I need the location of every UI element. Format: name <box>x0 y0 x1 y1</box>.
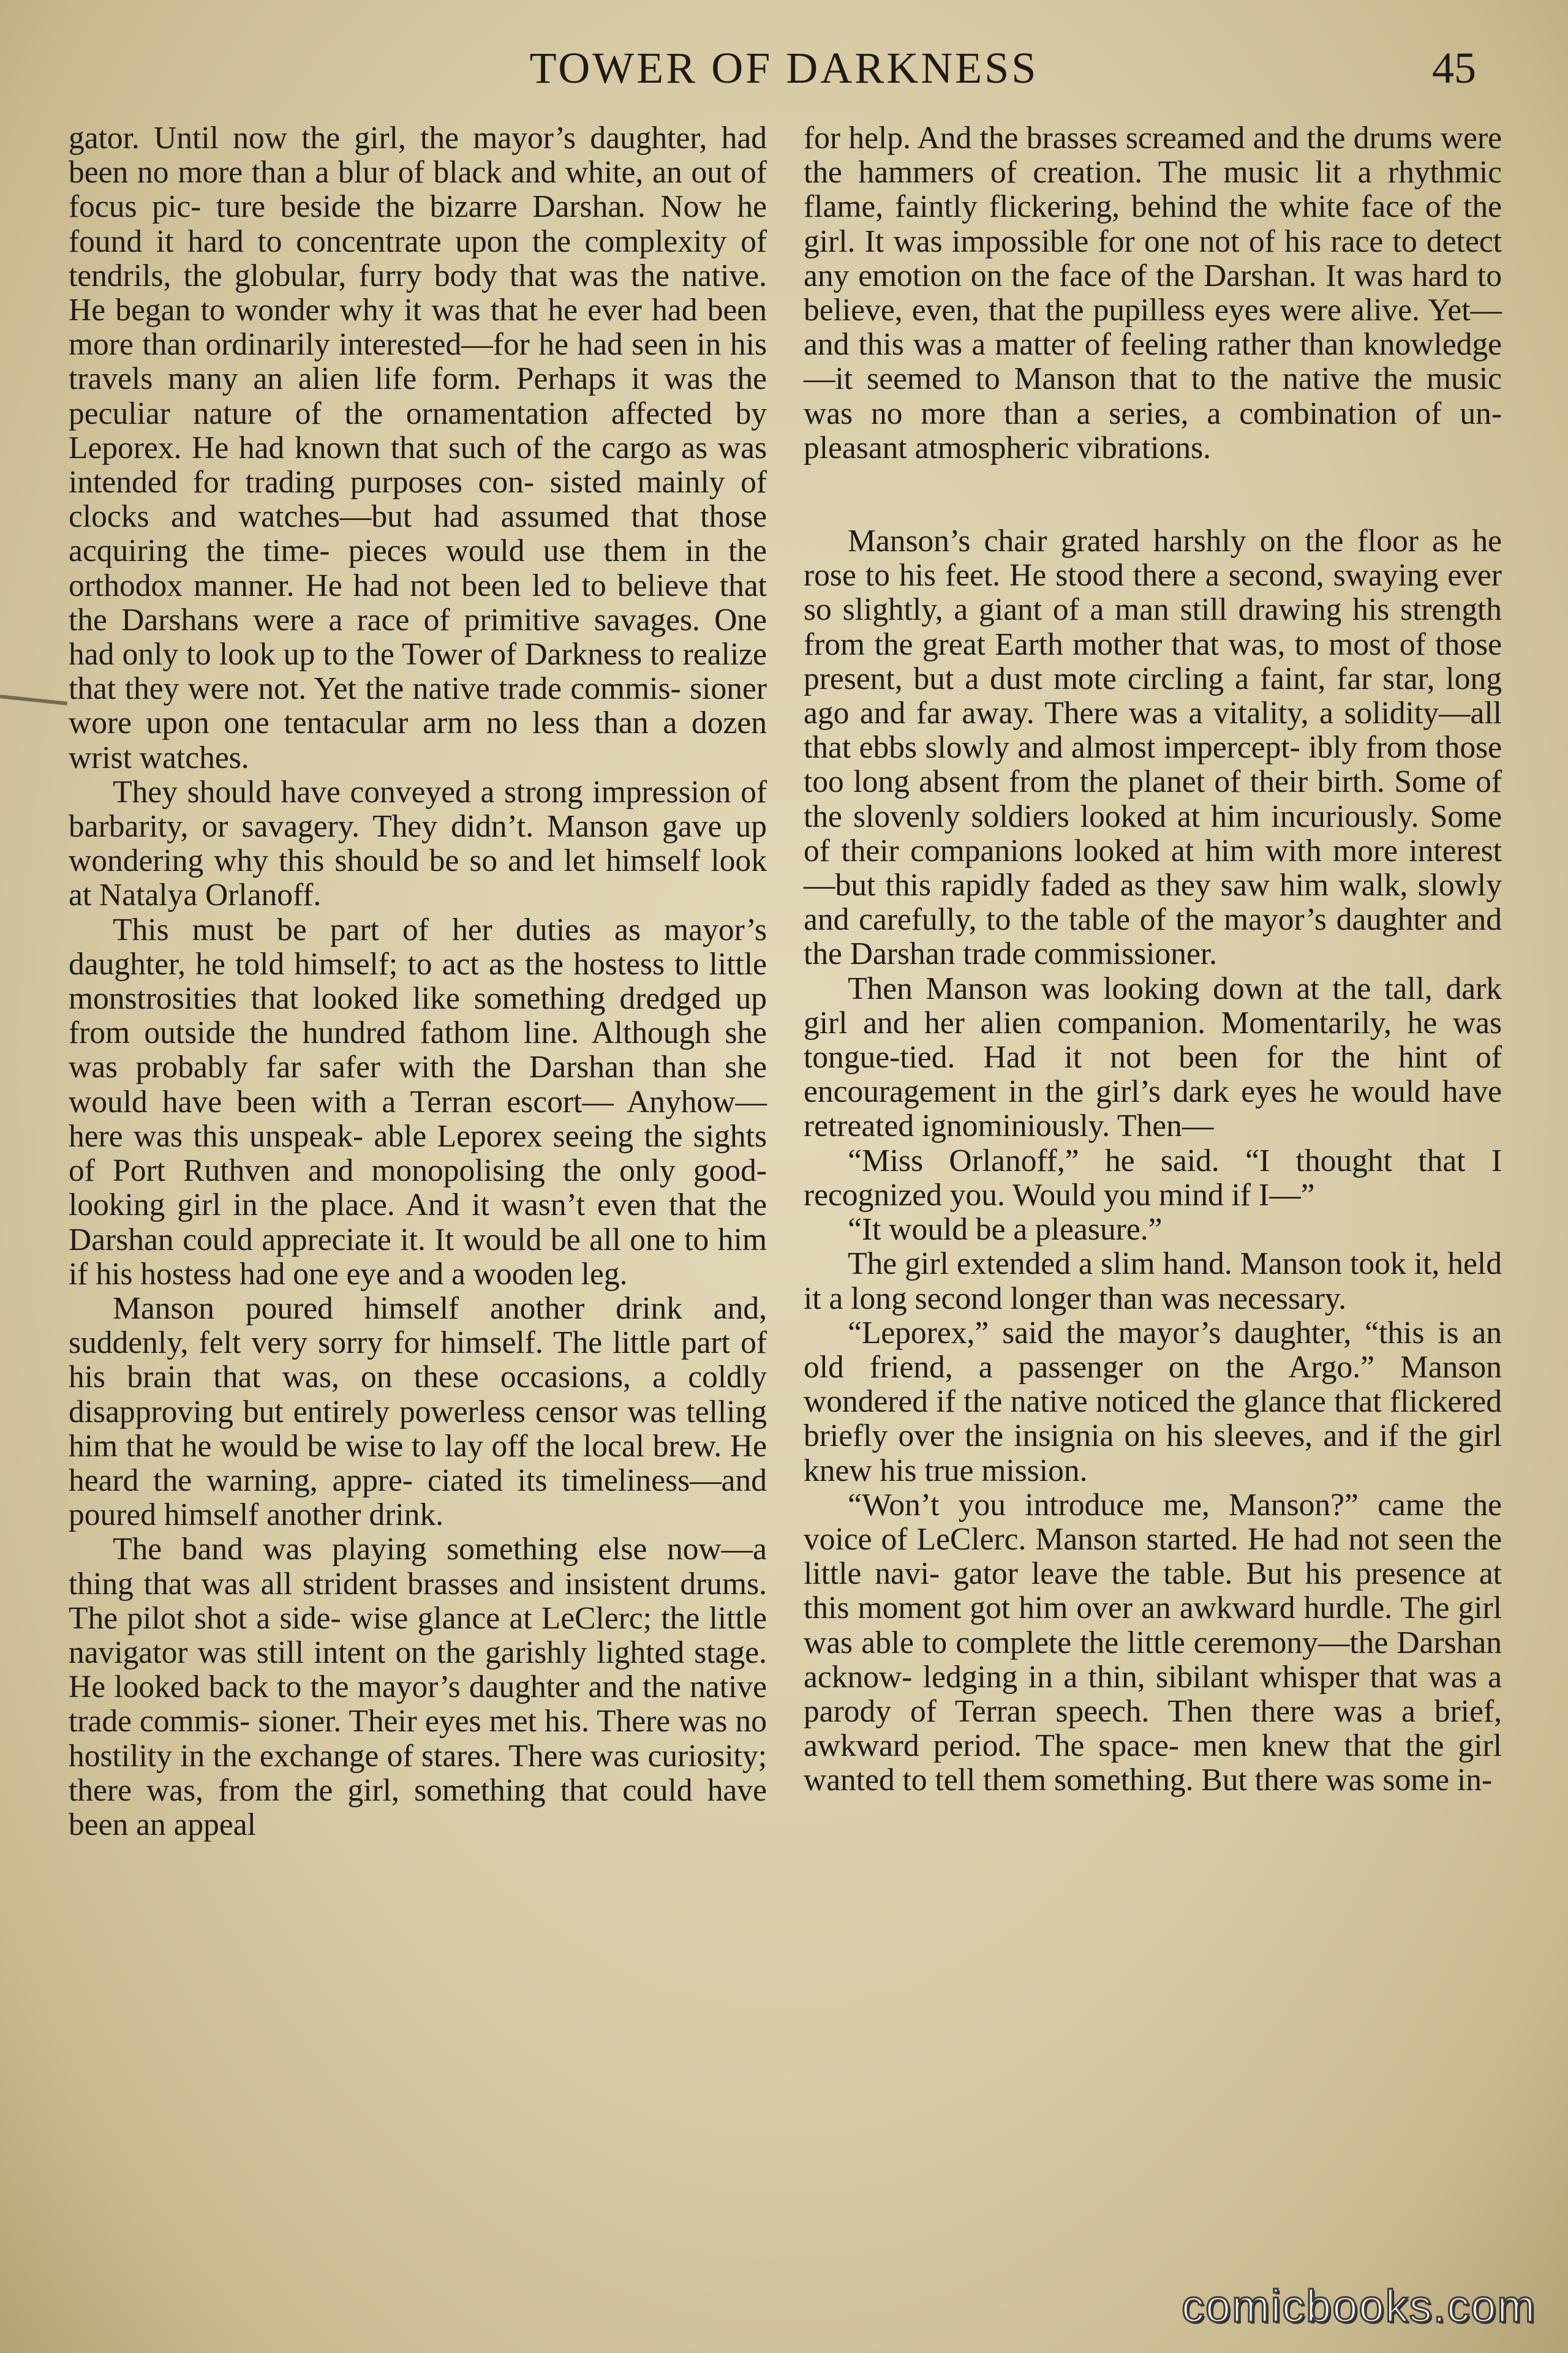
right-column <box>804 121 1502 1798</box>
paragraph: Manson poured himself another drink and, suddenly, felt very sorry for himself. The little part of his brain that was, on these occasions, a coldly disapproving but entirely powerless censor was telling him that he would be wise to lay off the local brew. He heard the warning, appre- ciated its timeliness—and poured himself another drink. <box>69 1290 767 1533</box>
page-header <box>0 43 1568 110</box>
site-watermark: comicbooks.com <box>1181 2281 1536 2332</box>
paragraph: gator. Until now the girl, the mayor’s daughter, had been no more than a blur of black and white, an out of focus pic- ture beside the bizarre Darshan. Now he found it hard to concentrate upon the complexity of tendrils, the globular, furry body that was the native. He began to wonder why it was that he ever had been more than ordinarily interested—for he had seen in his travels many an alien life form. Perhaps it was the peculiar nature of the ornamentation affected by Leporex. He had known that such of the cargo as was intended for trading purposes con- sisted mainly of clocks and watches—but had assumed that those acquiring the time- pieces would use them in the orthodox manner. He had not been led to believe that the Darshans were a race of primitive savages. One had only to look up to the Tower of Darkness to realize that they were not. Yet the native trade commis- sioner wore upon one tentacular arm no less than a dozen wrist watches. <box>69 121 767 775</box>
page-number: 45 <box>1432 43 1476 92</box>
left-column <box>69 121 767 1842</box>
paper-tear-mark <box>0 695 67 705</box>
paragraph: “Won’t you introduce me, Manson?” came the voice of LeClerc. Manson started. He had not seen the little navi- gator leave the table. But his presence at this moment got him over an awkward hurdle. The girl was able to complete the little ceremony—the Darshan acknow- ledging in a thin, sibilant whisper that was a parody of Terran speech. Then there was a brief, awkward period. The space- men knew that the girl wanted to tell them something. But there was some in- <box>804 1487 1502 1798</box>
running-title: TOWER OF DARKNESS <box>529 43 1039 92</box>
paragraph: The band was playing something else now—a thing that was all strident brasses and insistent drums. The pilot shot a side- wise glance at LeClerc; the little navigator was still intent on the garishly lighted stage. He looked back to the mayor’s daughter and the native trade commis- sioner. Their eyes met his. There was no hostility in the exchange of stares. There was curiosity; there was, from the girl, something that could have been an appeal <box>69 1532 767 1842</box>
paragraph: They should have conveyed a strong impression of barbarity, or savagery. They didn’t. Manson gave up wondering why this should be so and let himself look at Natalya Orlanoff. <box>69 774 767 913</box>
paragraph: The girl extended a slim hand. Manson took it, held it a long second longer than was necessary. <box>804 1246 1502 1316</box>
paragraph: This must be part of her duties as mayor’s daughter, he told himself; to act as the hostess to little monstrosities that looked like something dredged up from outside the hundred fathom line. Although she was probably far safer with the Darshan than she would have been with a Terran escort— Anyhow—here was this unspeak- able Leporex seeing the sights of Port Ruthven and monopolising the only good- looking girl in the place. And it wasn’t even that the Darshan could appreciate it. It would be all one to him if his hostess had one eye and a wooden leg. <box>69 912 767 1292</box>
paragraph: “It would be a pleasure.” <box>848 1212 1163 1248</box>
paragraph: Manson’s chair grated harshly on the floor as he rose to his feet. He stood there a second, swaying ever so slightly, a giant of a man still drawing his strength from the great Earth mother that was, to most of those present, but a dust mote circling a faint, far star, long ago and far away. There was a vitality, a solidity—all that ebbs slowly and almost impercept- ibly from those too long absent from the planet of their birth. Some of the slovenly soldiers looked at him incuriously. Some of their companions looked at him with more interest—but this rapidly faded as they saw him walk, slowly and carefully, to the table of the mayor’s daughter and the Darshan trade commissioner. <box>804 524 1502 972</box>
paragraph: for help. And the brasses screamed and the drums were the hammers of creation. The music lit a rhythmic flame, faintly flickering, behind the white face of the girl. It was impossible for one not of his race to detect any emotion on the face of the Darshan. It was hard to believe, even, that the pupilless eyes were alive. Yet—and this was a matter of feeling rather than knowledge—it seemed to Manson that to the native the music was no more than a series, a combination of un- pleasant atmospheric vibrations. <box>804 121 1502 465</box>
paragraph: “Leporex,” said the mayor’s daughter, “this is an old friend, a passenger on the Argo.” Manson wondered if the native noticed the glance that flickered briefly over the insignia on his sleeves, and if the girl knew his true mission. <box>804 1315 1502 1488</box>
paragraph: Then Manson was looking down at the tall, dark girl and her alien companion. Momentarily, he was tongue-tied. Had it not been for the hint of encouragement in the girl’s dark eyes he would have retreated ignominiously. Then— <box>804 971 1502 1144</box>
paragraph: “Miss Orlanoff,” he said. “I thought that I recognized you. Would you mind if I—” <box>804 1143 1502 1213</box>
